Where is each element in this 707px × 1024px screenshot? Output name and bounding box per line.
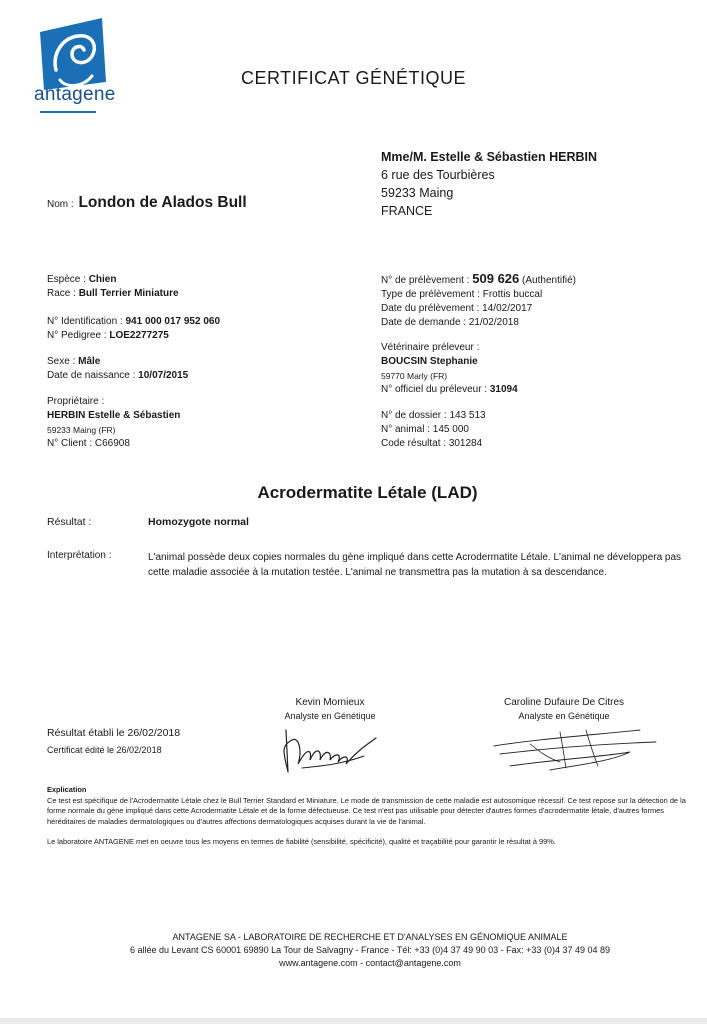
animal-name-row xyxy=(47,194,247,212)
identification-block xyxy=(47,315,220,343)
certificate-date: Certificat édité le 26/02/2018 xyxy=(47,745,162,755)
espece-label: Espèce : xyxy=(47,274,89,285)
owner-name: Mme/M. Estelle & Sébastien HERBIN xyxy=(381,150,598,164)
proprietaire-label: Propriétaire : xyxy=(47,396,105,407)
pedigree-value: LOE2277275 xyxy=(109,330,169,341)
vet-name: BOUCSIN Stephanie xyxy=(381,356,478,367)
species-block xyxy=(47,273,179,301)
result-date: Résultat établi le 26/02/2018 xyxy=(47,727,181,739)
footer-line-3: www.antagene.com - contact@antagene.com xyxy=(279,958,461,968)
owner-country: FRANCE xyxy=(381,204,433,218)
explanation-title: Explication xyxy=(47,785,87,794)
pedigree-label: N° Pedigree : xyxy=(47,330,110,341)
signature-2-name: Caroline Dufaure De Citres xyxy=(503,697,625,708)
proprietaire-name: HERBIN Estelle & Sébastien xyxy=(47,410,181,421)
vet-label: Vétérinaire préleveur : xyxy=(381,342,480,353)
signature-1-name: Kevin Mornieux xyxy=(295,697,365,708)
identification-label: N° Identification : xyxy=(47,316,126,327)
signature-1-role: Analyste en Génétique xyxy=(284,711,376,721)
prelevement-date: Date du prélèvement : 14/02/2017 xyxy=(381,303,533,314)
resultat-value: Homozygote normal xyxy=(148,516,249,528)
race-label: Race : xyxy=(47,288,79,299)
naissance-value: 10/07/2015 xyxy=(138,370,189,381)
owner-block xyxy=(47,395,180,451)
interpretation-label: Interprétation : xyxy=(47,550,112,561)
race-value: Bull Terrier Miniature xyxy=(78,288,179,299)
page-bottom-bar xyxy=(0,1018,707,1024)
explanation-text-2: Le laboratoire ANTAGENE met en oeuvre tous les moyens en termes de fiabilité (sensibilité, spécificité), qualité et traçabilité pour garantir le résultat à 99%. xyxy=(47,837,556,846)
sample-block xyxy=(381,272,576,330)
page-title: CERTIFICAT GÉNÉTIQUE xyxy=(240,68,467,88)
sex-block xyxy=(47,355,188,383)
explanation-block xyxy=(47,785,687,848)
espece-value: Chien xyxy=(88,274,117,285)
dossier-number: N° de dossier : 143 513 xyxy=(381,410,486,421)
naissance-label: Date de naissance : xyxy=(47,370,139,381)
nom-label: Nom : xyxy=(47,199,77,210)
logo-text: antagene xyxy=(34,84,116,105)
footer-line-2: 6 allée du Levant CS 60001 69890 La Tour de Salvagny - France - Tél: +33 (0)4 37 49 90 03 - Fax: +33 (0)4 37 49 04 89 xyxy=(130,945,610,955)
owner-city: 59233 Maing xyxy=(381,186,454,200)
prelevement-number: 509 626 xyxy=(472,271,520,286)
dossier-block xyxy=(381,409,486,451)
vet-officiel-label: N° officiel du préleveur : xyxy=(381,384,490,395)
footer-line-1: ANTAGENE SA - LABORATOIRE DE RECHERCHE ET D'ANALYSES EN GÉNOMIQUE ANIMALE xyxy=(172,932,568,942)
interpretation-text: L'animal possède deux copies normales du gène impliqué dans cette Acrodermatite Létale. L'animal ne développera pas cette maladie associée à la mutation testée. L'animal ne transmettra pas la mutation à sa descendance. xyxy=(148,552,682,578)
nom-value: London de Alados Bull xyxy=(78,194,247,211)
owner-address xyxy=(381,148,597,220)
signature-2-icon xyxy=(490,726,660,772)
signature-2-role: Analyste en Génétique xyxy=(518,711,610,721)
vet-block xyxy=(381,341,518,397)
vet-city: 59770 Marly (FR) xyxy=(381,371,448,381)
identification-value: 941 000 017 952 060 xyxy=(125,316,221,327)
sexe-label: Sexe : xyxy=(47,356,79,367)
prelevement-type: Type de prélèvement : Frottis buccal xyxy=(381,289,543,300)
vet-officiel-value: 31094 xyxy=(489,384,518,395)
owner-street: 6 rue des Tourbières xyxy=(381,168,495,182)
signature-1-icon xyxy=(272,724,388,780)
explanation-text-1: Ce test est spécifique de l'Acrodermatite Létale chez le Bull Terrier Standard et Miniature. Le mode de transmission de cette maladie est autosomique récessif. Ce test repose sur la détection de la forme normale du gène impliqué dans cette Acrodermatite Létale et de la forme défectueuse. Ce test n'est pas utilisable pour détecter d'autres formes d'acrodermatite létale, d'autres formes héréditaires de maladies dermatologiques ou d'autres affections dermatologiques acquises durant la vie de l'animal. xyxy=(47,795,686,826)
prelevement-note: (Authentifié) xyxy=(519,275,576,286)
sexe-value: Mâle xyxy=(78,356,101,367)
result-code: Code résultat : 301284 xyxy=(381,438,483,449)
proprietaire-city: 59233 Maing (FR) xyxy=(47,425,116,435)
proprietaire-client: N° Client : C66908 xyxy=(47,438,130,449)
animal-number: N° animal : 145 000 xyxy=(381,424,469,435)
prelevement-label: N° de prélèvement : xyxy=(381,275,473,286)
demande-date: Date de demande : 21/02/2018 xyxy=(381,317,519,328)
test-title: Acrodermatite Létale (LAD) xyxy=(257,483,478,502)
resultat-label: Résultat : xyxy=(47,516,92,528)
logo-underline xyxy=(40,111,96,113)
